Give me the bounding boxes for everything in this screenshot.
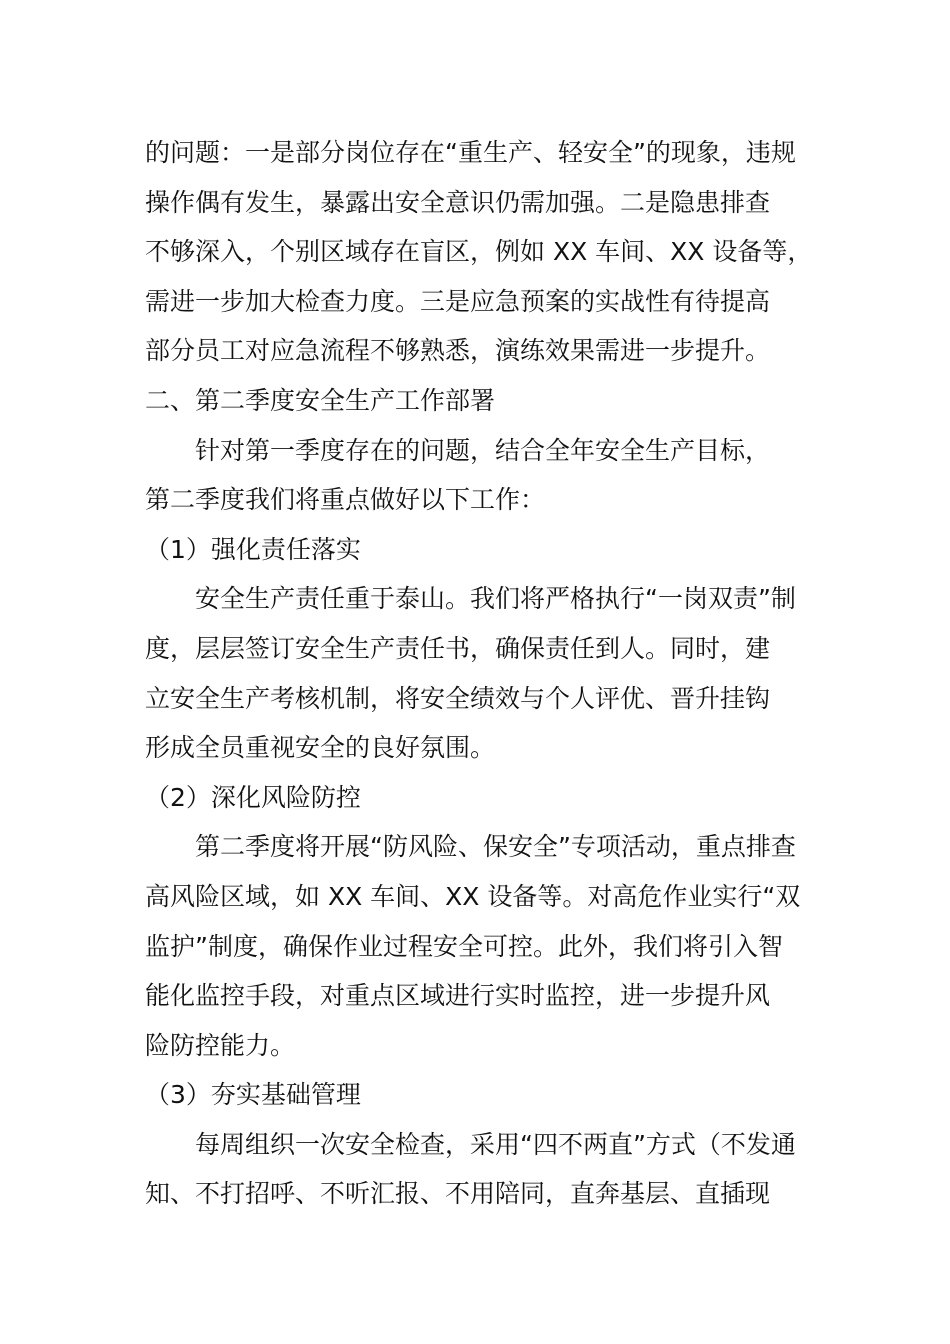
text-line: 第二季度我们将重点做好以下工作： bbox=[145, 485, 546, 515]
text-line: 操作偶有发生，暴露出安全意识仍需加强。二是隐患排查 bbox=[145, 187, 771, 217]
subheading-risk-control bbox=[145, 773, 835, 823]
text-line: 能化监控手段，对重点区域进行实时监控，进一步提升风 bbox=[145, 981, 771, 1011]
paragraph-intro bbox=[145, 426, 835, 525]
document-body bbox=[145, 128, 835, 1219]
text-line: 安全生产责任重于泰山。我们将严格执行“一岗双责”制 bbox=[195, 584, 796, 614]
paragraph-problems-continuation bbox=[145, 128, 835, 376]
text-line: 形成全员重视安全的良好氛围。 bbox=[145, 733, 496, 763]
subheading-text: （2）深化风险防控 bbox=[145, 782, 361, 812]
text-line: 的问题：一是部分岗位存在“重生产、轻安全”的现象，违规 bbox=[145, 138, 796, 167]
text-line: 立安全生产考核机制，将安全绩效与个人评优、晋升挂钩 bbox=[145, 683, 771, 713]
text-line: 不够深入，个别区域存在盲区，例如 XX 车间、XX 设备等， bbox=[145, 237, 813, 267]
subheading-text: （3）夯实基础管理 bbox=[145, 1080, 361, 1110]
text-line: 度，层层签订安全生产责任书，确保责任到人。同时，建 bbox=[145, 633, 771, 663]
subheading-responsibility bbox=[145, 525, 835, 575]
text-line: 监护”制度，确保作业过程安全可控。此外，我们将引入智 bbox=[145, 931, 783, 961]
text-line: 针对第一季度存在的问题，结合全年安全生产目标， bbox=[195, 435, 771, 465]
text-line: 需进一步加大检查力度。三是应急预案的实战性有待提高 bbox=[145, 286, 771, 316]
text-line: 部分员工对应急流程不够熟悉，演练效果需进一步提升。 bbox=[145, 336, 771, 366]
text-line: 知、不打招呼、不听汇报、不用陪同，直奔基层、直插现 bbox=[145, 1179, 771, 1209]
heading-text: 二、第二季度安全生产工作部署 bbox=[145, 385, 496, 415]
text-line: 高风险区域，如 XX 车间、XX 设备等。对高危作业实行“双 bbox=[145, 881, 801, 911]
subheading-basic-management bbox=[145, 1070, 835, 1120]
text-line: 每周组织一次安全检查，采用“四不两直”方式（不发通 bbox=[195, 1129, 796, 1159]
paragraph-basic-management bbox=[145, 1120, 835, 1219]
paragraph-responsibility bbox=[145, 574, 835, 772]
paragraph-risk-control bbox=[145, 822, 835, 1070]
text-line: 险防控能力。 bbox=[145, 1030, 296, 1060]
text-line: 第二季度将开展“防风险、保安全”专项活动，重点排查 bbox=[195, 832, 796, 862]
section-heading bbox=[145, 376, 835, 426]
subheading-text: （1）强化责任落实 bbox=[145, 534, 361, 564]
